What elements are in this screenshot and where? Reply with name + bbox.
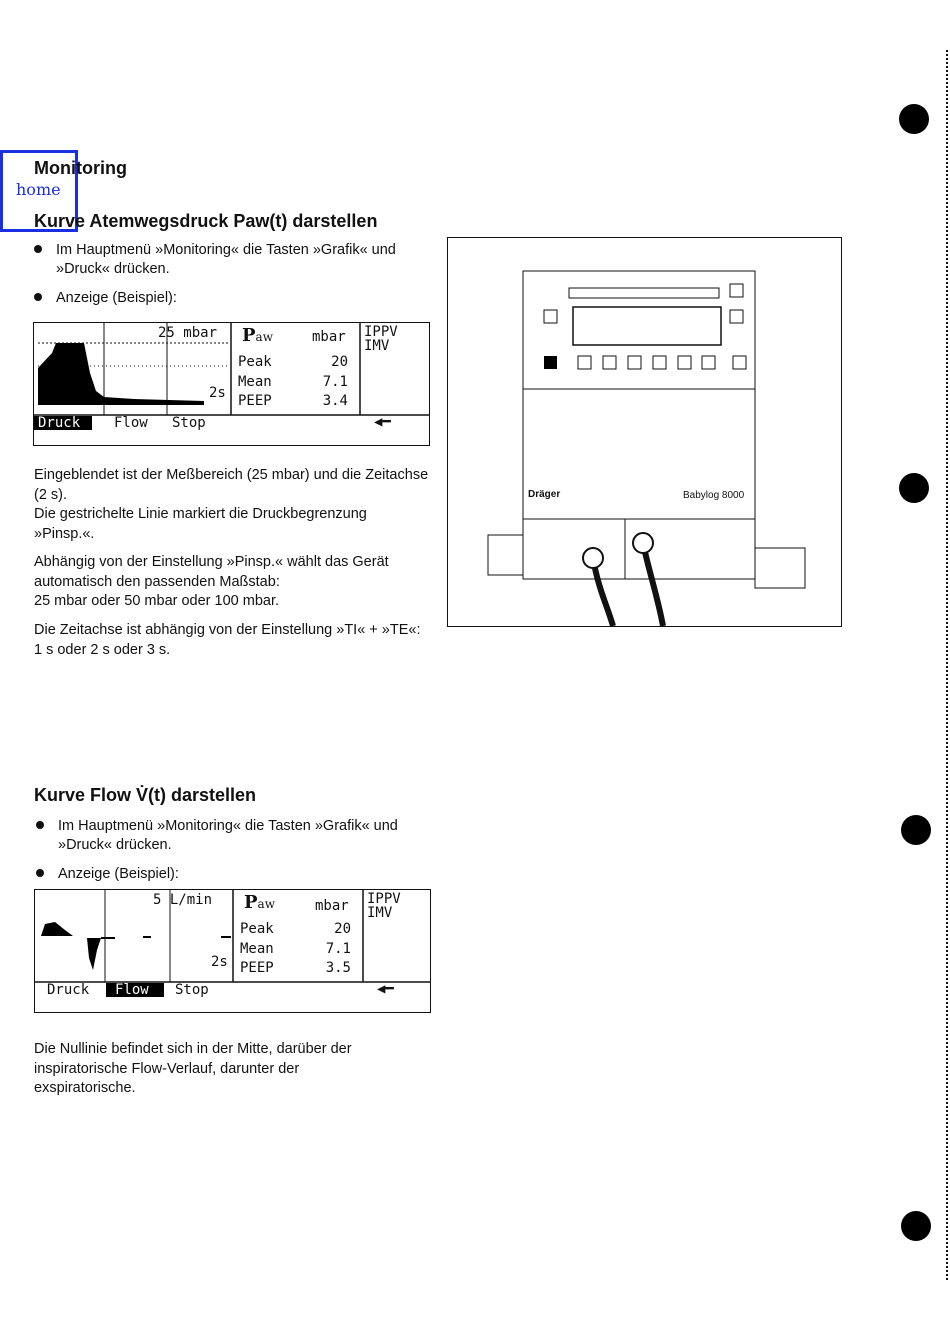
paw-heading: Kurve Atemwegsdruck Paw(t) darstellen <box>34 211 378 231</box>
section-title: Monitoring <box>34 158 127 178</box>
flow-time-label: 2s <box>211 954 228 970</box>
paw-paragraph-3: Abhängig von der Einstellung »Pinsp.« wählt das Gerät automatisch den passenden Maßstab: <box>34 554 389 590</box>
flow-unit: mbar <box>315 898 349 914</box>
flow-menu-flow[interactable]: Flow <box>115 982 149 998</box>
paw-time-label: 2s <box>209 385 226 401</box>
device-model: Babylog 8000 <box>683 490 745 501</box>
home-link[interactable]: home <box>16 180 61 199</box>
babylog-device-image <box>448 238 841 626</box>
flow-heading: Kurve Flow V̇(t) darstellen <box>34 785 257 805</box>
flow-row-labels: Peak Mean PEEP <box>240 921 274 976</box>
scan-edge <box>940 50 948 1280</box>
margin-dot-icon <box>901 1211 931 1241</box>
paw-paragraph-1: Eingeblendet ist der Meßbereich (25 mbar) und die Zeitachse (2 s). <box>34 467 429 503</box>
paw-bullet-1: Im Hauptmenü »Monitoring« die Tasten »Grafik« und »Druck« drücken. <box>56 241 436 279</box>
paw-menu-flow[interactable]: Flow <box>114 415 148 431</box>
margin-dot-icon <box>899 104 929 134</box>
flow-param-title: Paw <box>244 892 275 913</box>
paw-menu-druck[interactable]: Druck <box>38 415 81 431</box>
flow-menu-druck[interactable]: Druck <box>47 982 90 998</box>
paw-row-labels: Peak Mean PEEP <box>238 354 272 409</box>
flow-range-label: 5 L/min <box>153 892 213 908</box>
pressure-curve <box>38 343 204 405</box>
paw-range-label: 25 mbar <box>158 325 218 341</box>
bullet-dot <box>34 245 42 253</box>
paw-paragraph-2: Die gestrichelte Linie markiert die Druckbegrenzung »Pinsp.«. <box>34 506 367 542</box>
paw-param-title: Paw <box>242 325 273 346</box>
paw-unit: mbar <box>312 329 346 345</box>
flow-bullet-2: Anzeige (Beispiel): <box>58 865 438 884</box>
expiratory-flow <box>87 938 101 970</box>
bullet-dot <box>36 869 44 877</box>
device-illustration <box>447 237 842 627</box>
paw-bullet-2: Anzeige (Beispiel): <box>56 289 436 308</box>
margin-dot-icon <box>901 815 931 845</box>
bullet-dot <box>34 293 42 301</box>
margin-dot-icon <box>899 473 929 503</box>
back-arrow-icon[interactable]: ◀━ <box>374 414 391 430</box>
bullet-dot <box>36 821 44 829</box>
back-arrow-icon[interactable]: ◀━ <box>377 981 394 997</box>
paw-paragraph-5: Die Zeitachse ist abhängig von der Einstellung »TI« + »TE«: 1 s oder 2 s oder 3 s. <box>34 622 421 658</box>
paw-display <box>33 322 430 446</box>
flow-row-values: 20 7.1 3.5 <box>325 921 351 976</box>
flow-menu-stop[interactable]: Stop <box>175 982 209 998</box>
flow-bullet-1: Im Hauptmenü »Monitoring« die Tasten »Grafik« und »Druck« drücken. <box>58 817 438 855</box>
paw-menu-stop[interactable]: Stop <box>172 415 206 431</box>
paw-paragraph-4: 25 mbar oder 50 mbar oder 100 mbar. <box>34 593 280 609</box>
flow-display <box>34 889 431 1013</box>
paw-mode: IPPV IMV <box>364 324 398 354</box>
device-brand: Dräger <box>528 489 561 500</box>
inspiratory-flow <box>41 922 73 936</box>
flow-paragraph: Die Nullinie befindet sich in der Mitte, darüber der inspiratorische Flow-Verlauf, darunter der exspiratorische. <box>34 1041 352 1096</box>
flow-mode: IPPV IMV <box>367 891 401 921</box>
paw-row-values: 20 7.1 3.4 <box>322 354 348 409</box>
